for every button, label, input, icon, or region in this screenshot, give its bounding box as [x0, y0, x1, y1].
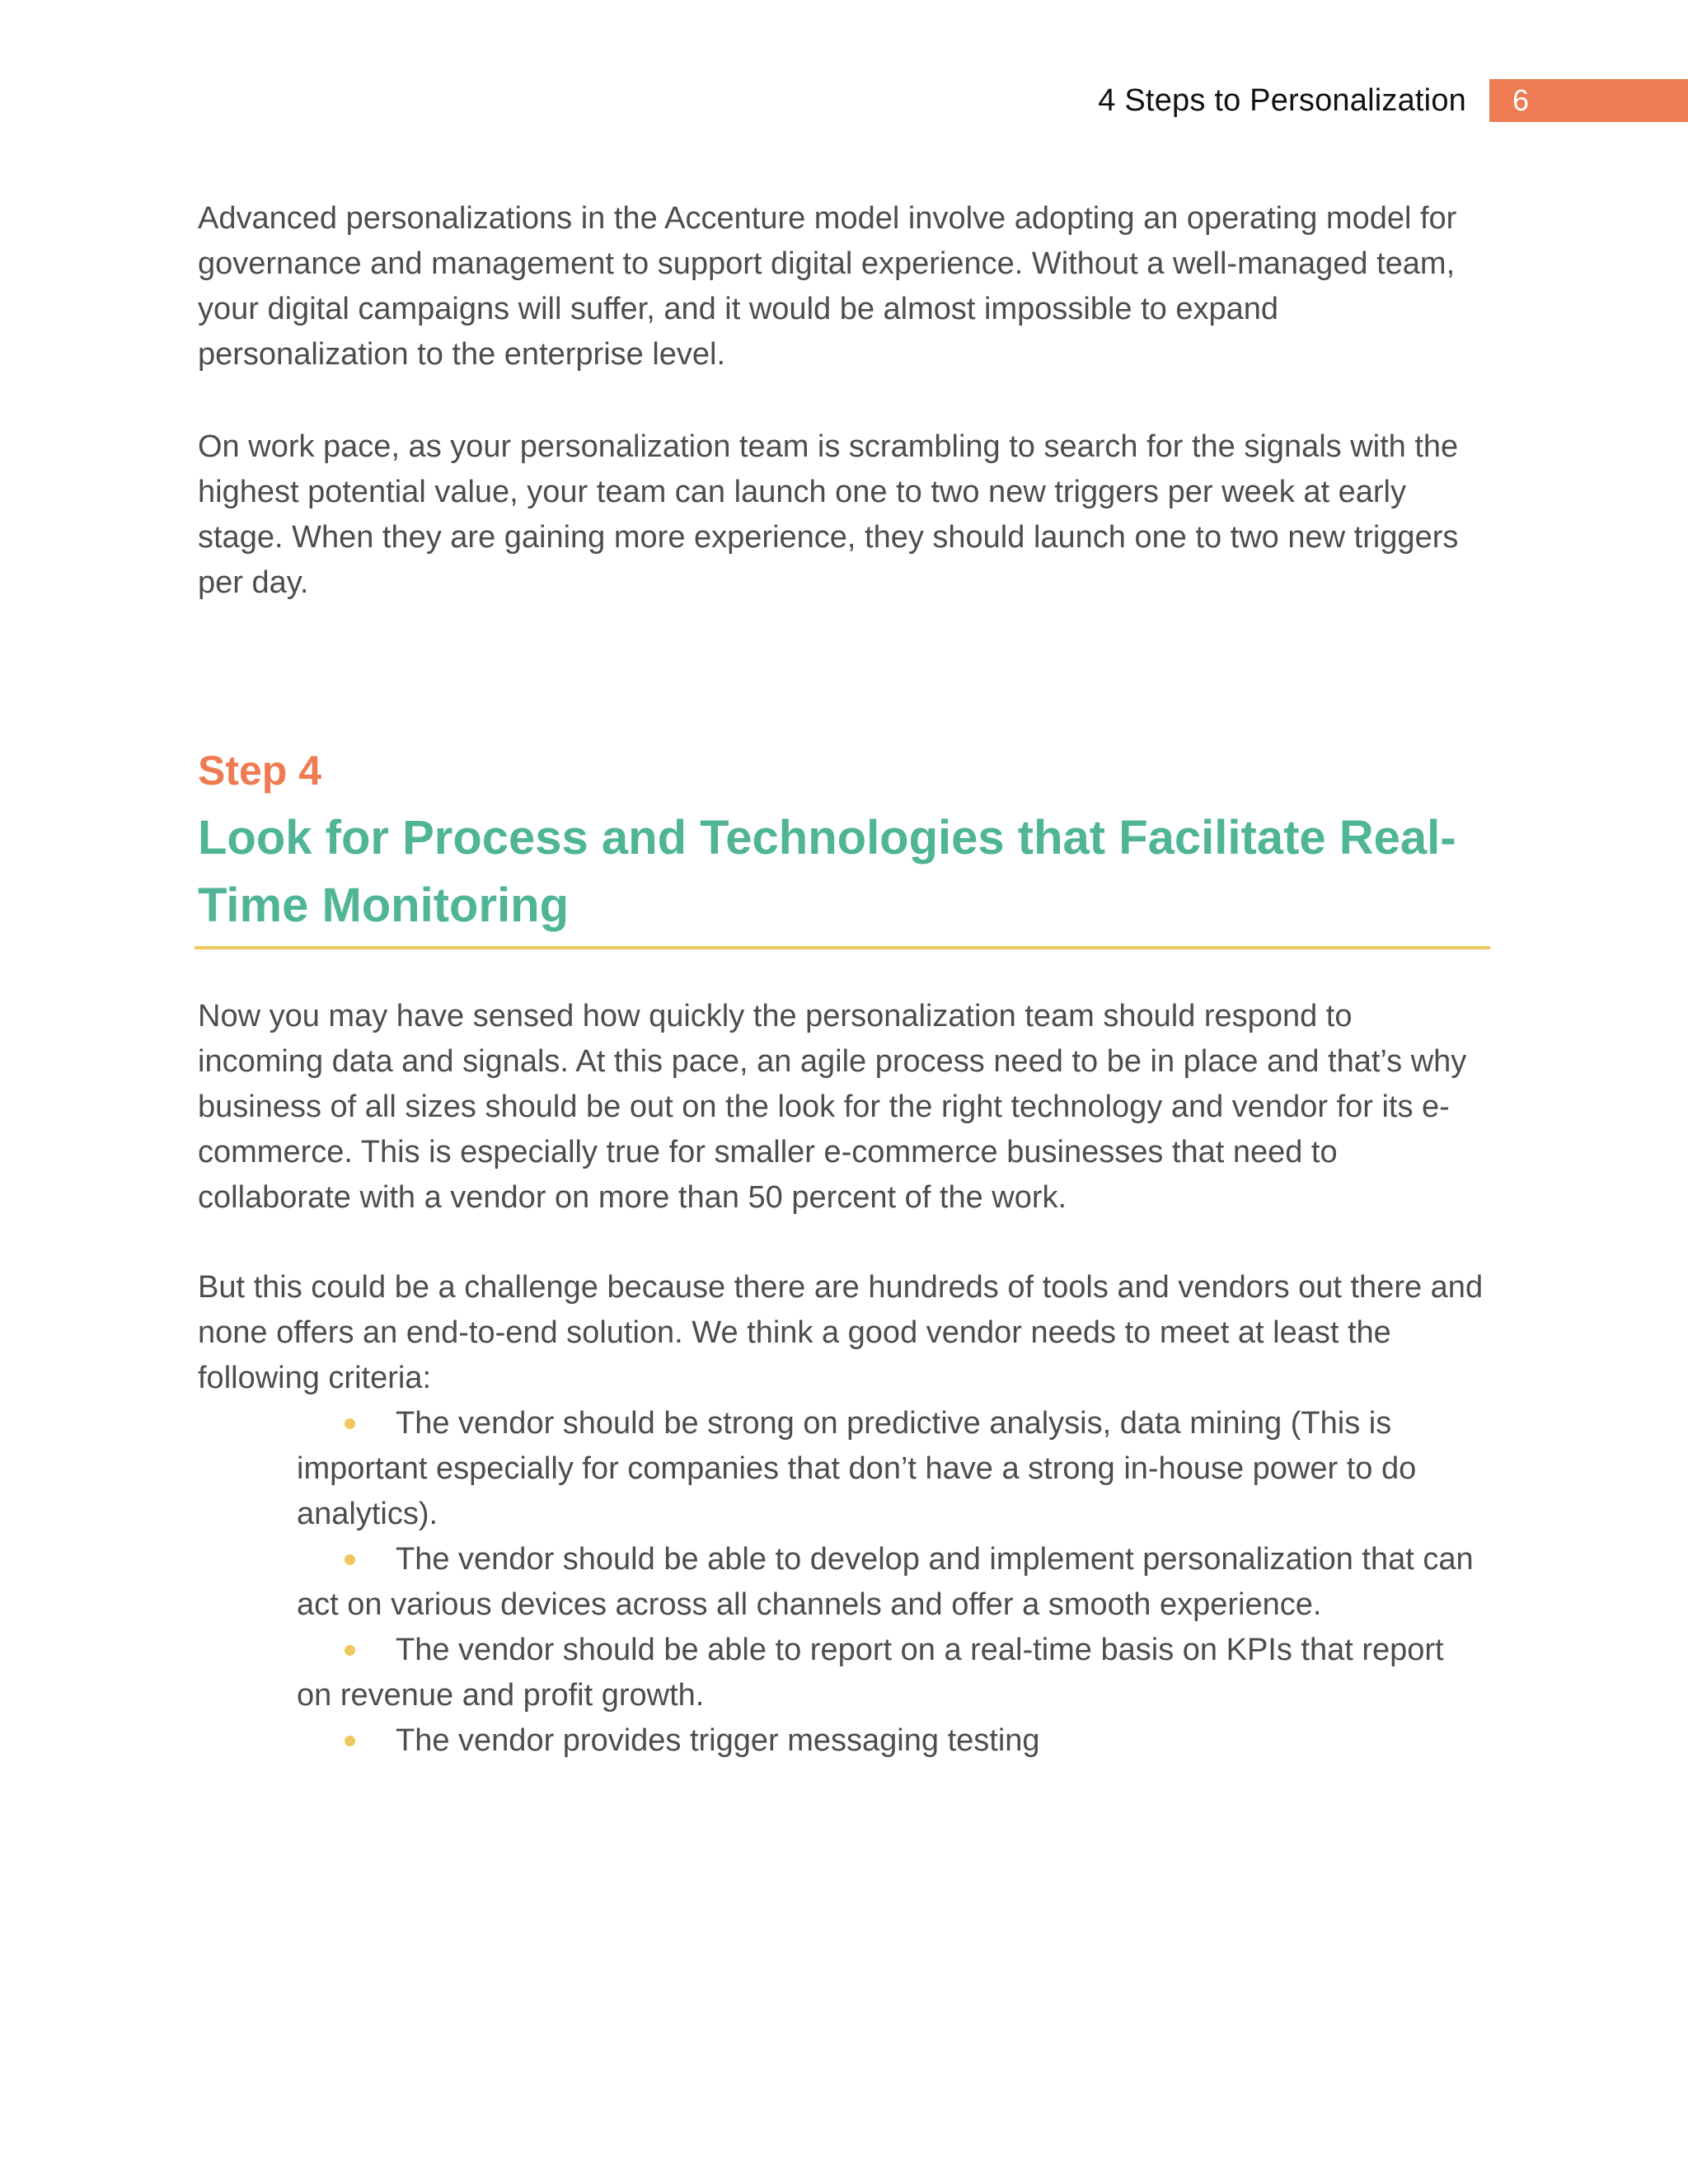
list-item	[297, 1537, 1484, 1628]
bullet-icon	[345, 1736, 355, 1746]
page-number: 6	[1489, 79, 1688, 122]
vendor-criteria-list	[297, 1401, 1484, 1764]
intro-paragraph-governance: Advanced personalizations in the Accenture model involve adopting an operating model for governance and management to support digital experience. Without a well-managed team, your digital campaigns will suffer, and it would be almost impossible to expand personalization to the enterprise level.	[198, 201, 1457, 372]
list-item	[297, 1718, 1484, 1764]
intro-paragraph-work-pace: On work pace, as your personalization team is scrambling to search for the signals with the highest potential value, your team can launch one to two new triggers per week at early stage. When they are gaining more experience, they should launch one to two new triggers per day.	[198, 429, 1459, 600]
list-item-text: The vendor should be strong on predictive analysis, data mining (This is important especially for companies that don’t have a strong in-house power to do analytics).	[297, 1406, 1417, 1531]
page-header	[1098, 79, 1688, 122]
list-item-text: The vendor should be able to develop and implement personalization that can act on various devices across all channels and offer a smooth experience.	[297, 1542, 1474, 1622]
section-paragraph-criteria-intro: But this could be a challenge because there are hundreds of tools and vendors out there and none offers an end-to-end solution. We think a good vendor needs to meet at least the following criteria:	[198, 1270, 1484, 1395]
list-item-text: The vendor provides trigger messaging testing	[396, 1723, 1040, 1758]
list-item	[297, 1401, 1484, 1537]
document-title: 4 Steps to Personalization	[1098, 82, 1466, 118]
bullet-icon	[345, 1645, 355, 1656]
section-title: Look for Process and Technologies that Facilitate Real-Time Monitoring	[198, 811, 1456, 932]
list-item-text: The vendor should be able to report on a real-time basis on KPIs that report on revenue and profit growth.	[297, 1633, 1444, 1713]
step-label: Step 4	[198, 748, 322, 794]
bullet-icon	[345, 1554, 355, 1565]
bullet-icon	[345, 1418, 355, 1429]
list-item	[297, 1628, 1484, 1718]
section-paragraph-agile-process: Now you may have sensed how quickly the personalization team should respond to incoming data and signals. At this pace, an agile process need to be in place and that’s why business of all sizes should be out on the look for the right technology and vendor for its e-commerce. This is especially true for smaller e-commerce businesses that need to collaborate with a vendor on more than 50 percent of the work.	[198, 999, 1467, 1215]
title-divider	[195, 946, 1490, 949]
